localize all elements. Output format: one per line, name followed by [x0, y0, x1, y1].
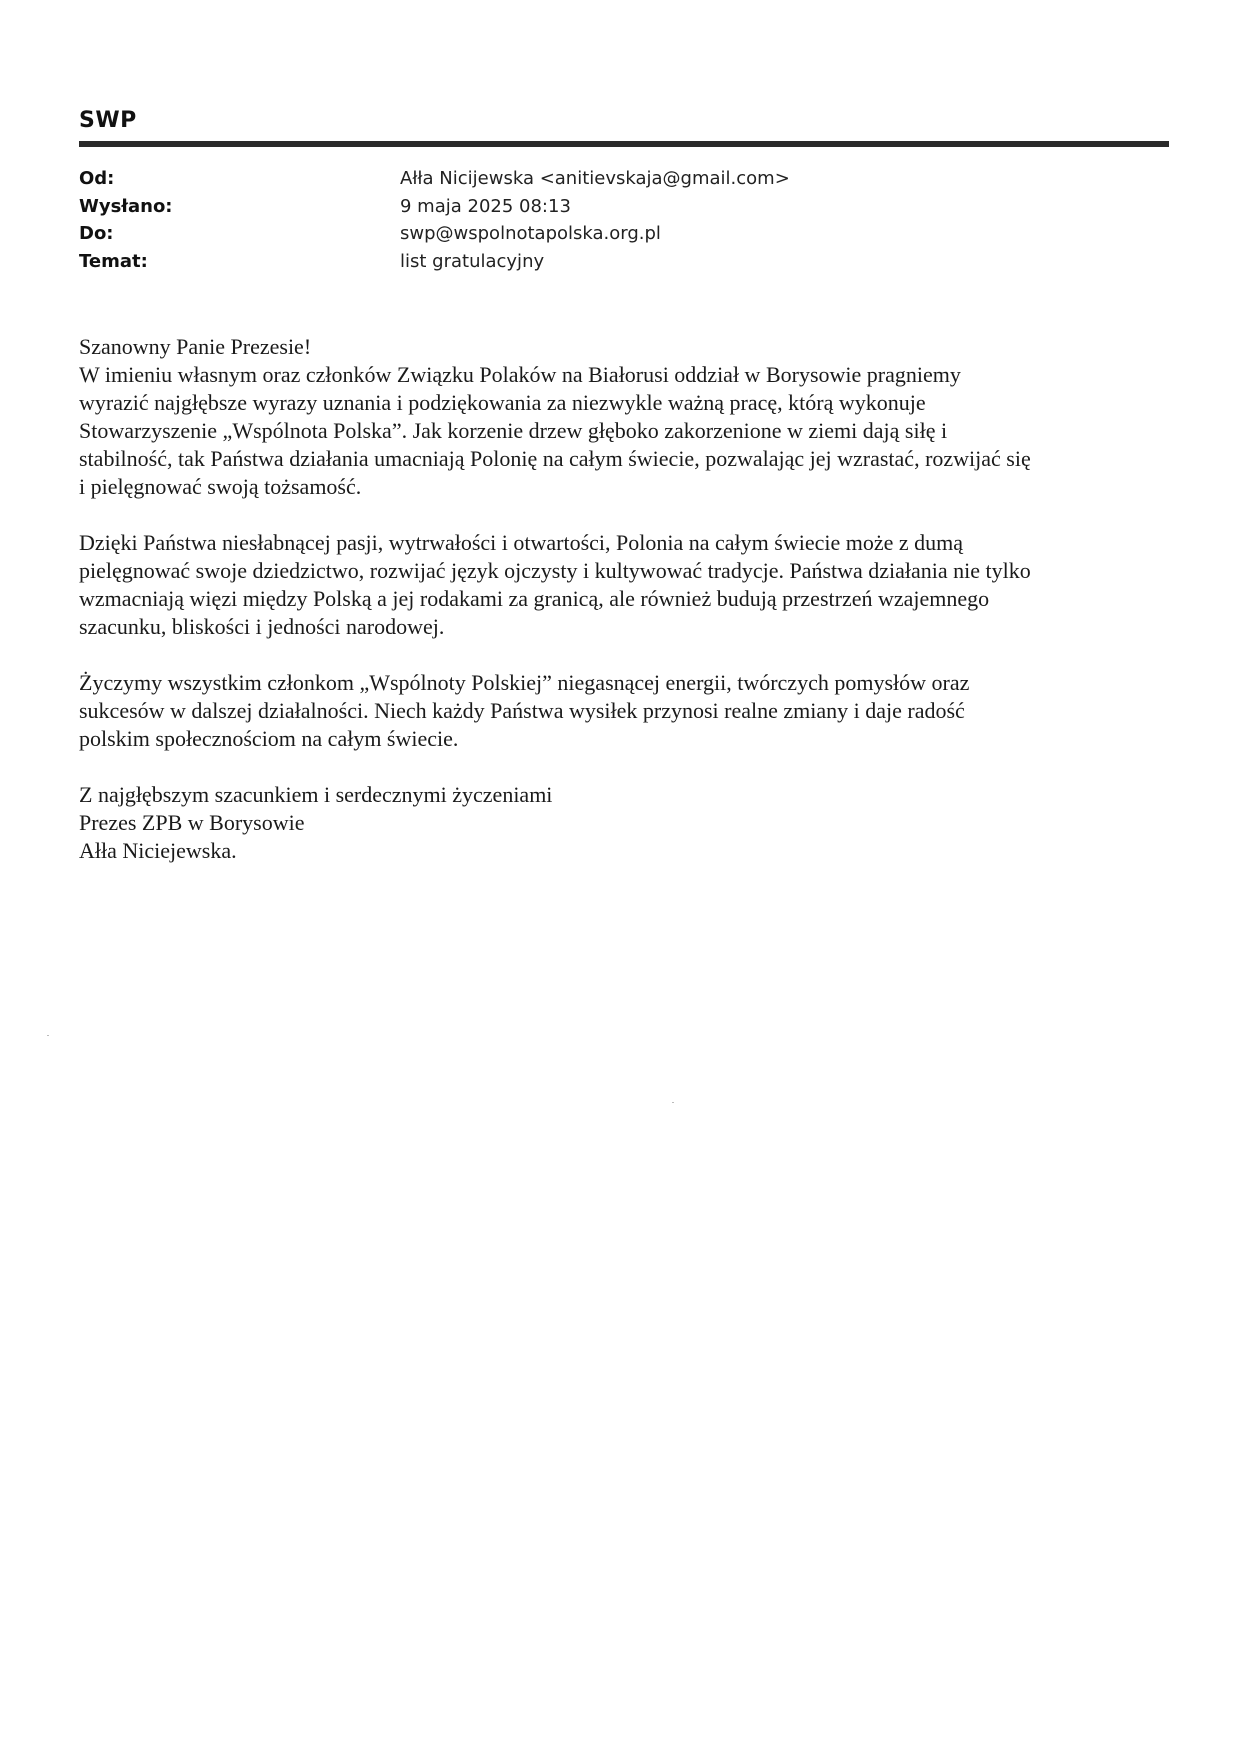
paragraph-2 [79, 529, 1169, 641]
paragraph-3-line: Życzymy wszystkim członkom „Wspólnoty Polskiej” niegasnącej energii, twórczych pomysłów oraz [79, 670, 970, 695]
header-row-subject [79, 248, 790, 276]
scan-speck [672, 1102, 674, 1103]
header-value-sent: 9 maja 2025 08:13 [400, 195, 571, 217]
signoff [79, 781, 1169, 865]
header-divider [79, 141, 1169, 147]
paragraph-3-line: polskim społecznościom na całym świecie. [79, 726, 459, 751]
paragraph-1-line: wyrazić najgłębsze wyrazy uznania i podziękowania za niezwykle ważną pracę, którą wykonuje [79, 390, 926, 415]
letter-body [79, 333, 1169, 893]
paragraph-2-line: pielęgnować swoje dziedzictwo, rozwijać język ojczysty i kultywować tradycje. Państwa działania nie tylko [79, 558, 1031, 583]
paragraph-1 [79, 333, 1169, 501]
header-label-subject: Temat: [79, 250, 148, 272]
header-value-to: swp@wspolnotapolska.org.pl [400, 223, 661, 244]
paragraph-3 [79, 669, 1169, 753]
header-row-to [79, 220, 790, 248]
paragraph-1-line: Stowarzyszenie „Wspólnota Polska”. Jak korzenie drzew głęboko zakorzenione w ziemi dają siłę i [79, 418, 948, 443]
scan-speck [47, 1035, 49, 1036]
paragraph-2-line: wzmacniają więzi między Polską a jej rodakami za granicą, ale również budują przestrzeń wzajemnego [79, 586, 990, 611]
paragraph-3-line: sukcesów w dalszej działalności. Niech każdy Państwa wysiłek przynosi realne zmiany i daje radość [79, 698, 965, 723]
header-label-from: Od: [79, 168, 115, 189]
header-label-to: Do: [79, 223, 114, 244]
paragraph-2-line: szacunku, bliskości i jedności narodowej. [79, 614, 445, 639]
paragraph-2-line: Dzięki Państwa niesłabnącej pasji, wytrwałości i otwartości, Polonia na całym świecie może z dumą [79, 530, 964, 555]
closing-line: Z najgłębszym szacunkiem i serdecznymi życzeniami [79, 782, 553, 807]
header-value-from: Ałła Nicijewska <anitievskaja@gmail.com> [400, 168, 790, 189]
signature-name: Ałła Niciejewska. [79, 838, 237, 863]
email-headers [79, 165, 790, 275]
paragraph-1-line: W imieniu własnym oraz członków Związku Polaków na Białorusi oddział w Borysowie pragniemy [79, 362, 961, 387]
letter-greeting: Szanowny Panie Prezesie! [79, 334, 312, 359]
header-row-from [79, 165, 790, 193]
header-label-sent: Wysłano: [79, 195, 173, 217]
paragraph-1-line: stabilność, tak Państwa działania umacniają Polonię na całym świecie, pozwalając jej wzrastać, rozwijać się [79, 446, 1031, 471]
signature-title: Prezes ZPB w Borysowie [79, 810, 305, 835]
mailbox-title: SWP [79, 108, 137, 133]
header-value-subject: list gratulacyjny [400, 250, 545, 272]
header-row-sent [79, 193, 790, 221]
paragraph-1-line: i pielęgnować swoją tożsamość. [79, 474, 362, 499]
